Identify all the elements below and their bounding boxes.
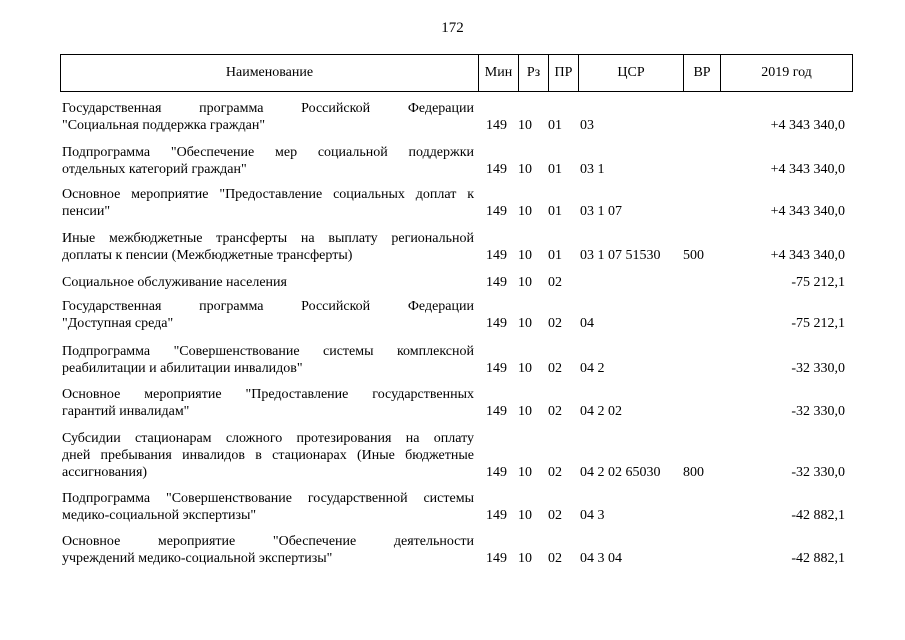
row-csr: 04 2 02 [580, 404, 622, 419]
row-csr: 04 3 04 [580, 551, 622, 566]
row-pr: 02 [548, 404, 562, 419]
row-amount: +4 343 340,0 [770, 204, 845, 219]
row-name-line: отдельных категорий граждан" [62, 162, 247, 177]
header-csr: ЦСР [579, 55, 684, 91]
row-name-line: Основное мероприятие "Обеспечение деятельности [62, 534, 474, 549]
row-amount: +4 343 340,0 [770, 118, 845, 133]
row-min: 149 [486, 551, 507, 566]
row-name-line: дней пребывания инвалидов в стационарах (Иные бюджетные [62, 448, 474, 463]
row-csr: 03 1 07 51530 [580, 248, 661, 263]
row-pr: 02 [548, 275, 562, 290]
row-amount: -42 882,1 [791, 508, 845, 523]
row-csr: 04 2 [580, 361, 605, 376]
row-name [62, 490, 474, 524]
row-name-line: Социальное обслуживание населения [62, 275, 287, 290]
row-amount: -32 330,0 [791, 465, 845, 480]
row-rz: 10 [518, 118, 532, 133]
row-min: 149 [486, 275, 507, 290]
row-rz: 10 [518, 275, 532, 290]
row-csr: 03 1 07 [580, 204, 622, 219]
page-number: 172 [441, 20, 464, 36]
row-name-line: доплаты к пенсии (Межбюджетные трансферты) [62, 248, 353, 263]
row-rz: 10 [518, 248, 532, 263]
row-name [62, 186, 474, 220]
row-name-line: Основное мероприятие "Предоставление социальных доплат к [62, 187, 474, 202]
row-csr: 04 3 [580, 508, 605, 523]
row-name-line: учреждений медико-социальной экспертизы" [62, 551, 333, 566]
row-name [62, 144, 474, 178]
row-amount: -42 882,1 [791, 551, 845, 566]
row-pr: 01 [548, 248, 562, 263]
row-vr: 800 [683, 465, 704, 480]
row-name-line: Подпрограмма "Совершенствование государственной системы [62, 491, 474, 506]
header-year: 2019 год [761, 65, 812, 80]
row-rz: 10 [518, 204, 532, 219]
row-min: 149 [486, 162, 507, 177]
row-name [62, 274, 474, 291]
row-name [62, 230, 474, 264]
row-amount: -75 212,1 [791, 275, 845, 290]
row-name-line: Подпрограмма "Совершенствование системы комплексной [62, 344, 474, 359]
header-min: Мин [479, 55, 519, 91]
row-min: 149 [486, 316, 507, 331]
row-csr: 04 2 02 65030 [580, 465, 661, 480]
row-name-line: Государственная программа Российской Федерации [62, 101, 474, 116]
row-min: 149 [486, 508, 507, 523]
row-name-line: ассигнования) [62, 465, 148, 480]
row-name-line: "Социальная поддержка граждан" [62, 118, 266, 133]
row-min: 149 [486, 118, 507, 133]
row-name [62, 430, 474, 481]
row-pr: 01 [548, 204, 562, 219]
header-vr: ВР [684, 55, 721, 91]
row-rz: 10 [518, 162, 532, 177]
row-pr: 02 [548, 551, 562, 566]
row-min: 149 [486, 465, 507, 480]
row-amount: +4 343 340,0 [770, 248, 845, 263]
row-vr: 500 [683, 248, 704, 263]
row-pr: 01 [548, 118, 562, 133]
header-pr: ПР [549, 55, 579, 91]
row-min: 149 [486, 361, 507, 376]
table-header [60, 54, 853, 92]
row-pr: 02 [548, 508, 562, 523]
row-name-line: гарантий инвалидам" [62, 404, 190, 419]
row-name-line: Государственная программа Российской Федерации [62, 299, 474, 314]
row-name-line: Иные межбюджетные трансферты на выплату региональной [62, 231, 474, 246]
row-name-line: "Доступная среда" [62, 316, 174, 331]
row-name-line: пенсии" [62, 204, 111, 219]
row-name [62, 298, 474, 332]
row-name-line: Подпрограмма "Обеспечение мер социальной поддержки [62, 145, 474, 160]
row-csr: 04 [580, 316, 594, 331]
row-amount: +4 343 340,0 [770, 162, 845, 177]
row-pr: 02 [548, 361, 562, 376]
row-min: 149 [486, 248, 507, 263]
row-rz: 10 [518, 508, 532, 523]
header-name: Наименование [61, 55, 479, 91]
row-csr: 03 1 [580, 162, 605, 177]
row-pr: 02 [548, 465, 562, 480]
row-rz: 10 [518, 316, 532, 331]
row-name [62, 533, 474, 567]
row-name [62, 343, 474, 377]
row-amount: -32 330,0 [791, 404, 845, 419]
row-rz: 10 [518, 361, 532, 376]
row-pr: 02 [548, 316, 562, 331]
row-name-line: Субсидии стационарам сложного протезирования на оплату [62, 431, 474, 446]
row-name [62, 100, 474, 134]
row-name-line: реабилитации и абилитации инвалидов" [62, 361, 303, 376]
row-rz: 10 [518, 404, 532, 419]
row-rz: 10 [518, 551, 532, 566]
row-name-line: медико-социальной экспертизы" [62, 508, 257, 523]
row-pr: 01 [548, 162, 562, 177]
row-amount: -75 212,1 [791, 316, 845, 331]
row-name [62, 386, 474, 420]
header-rz: Рз [519, 55, 549, 91]
row-name-line: Основное мероприятие "Предоставление государственных [62, 387, 474, 402]
row-min: 149 [486, 204, 507, 219]
row-rz: 10 [518, 465, 532, 480]
row-min: 149 [486, 404, 507, 419]
row-csr: 03 [580, 118, 594, 133]
row-amount: -32 330,0 [791, 361, 845, 376]
